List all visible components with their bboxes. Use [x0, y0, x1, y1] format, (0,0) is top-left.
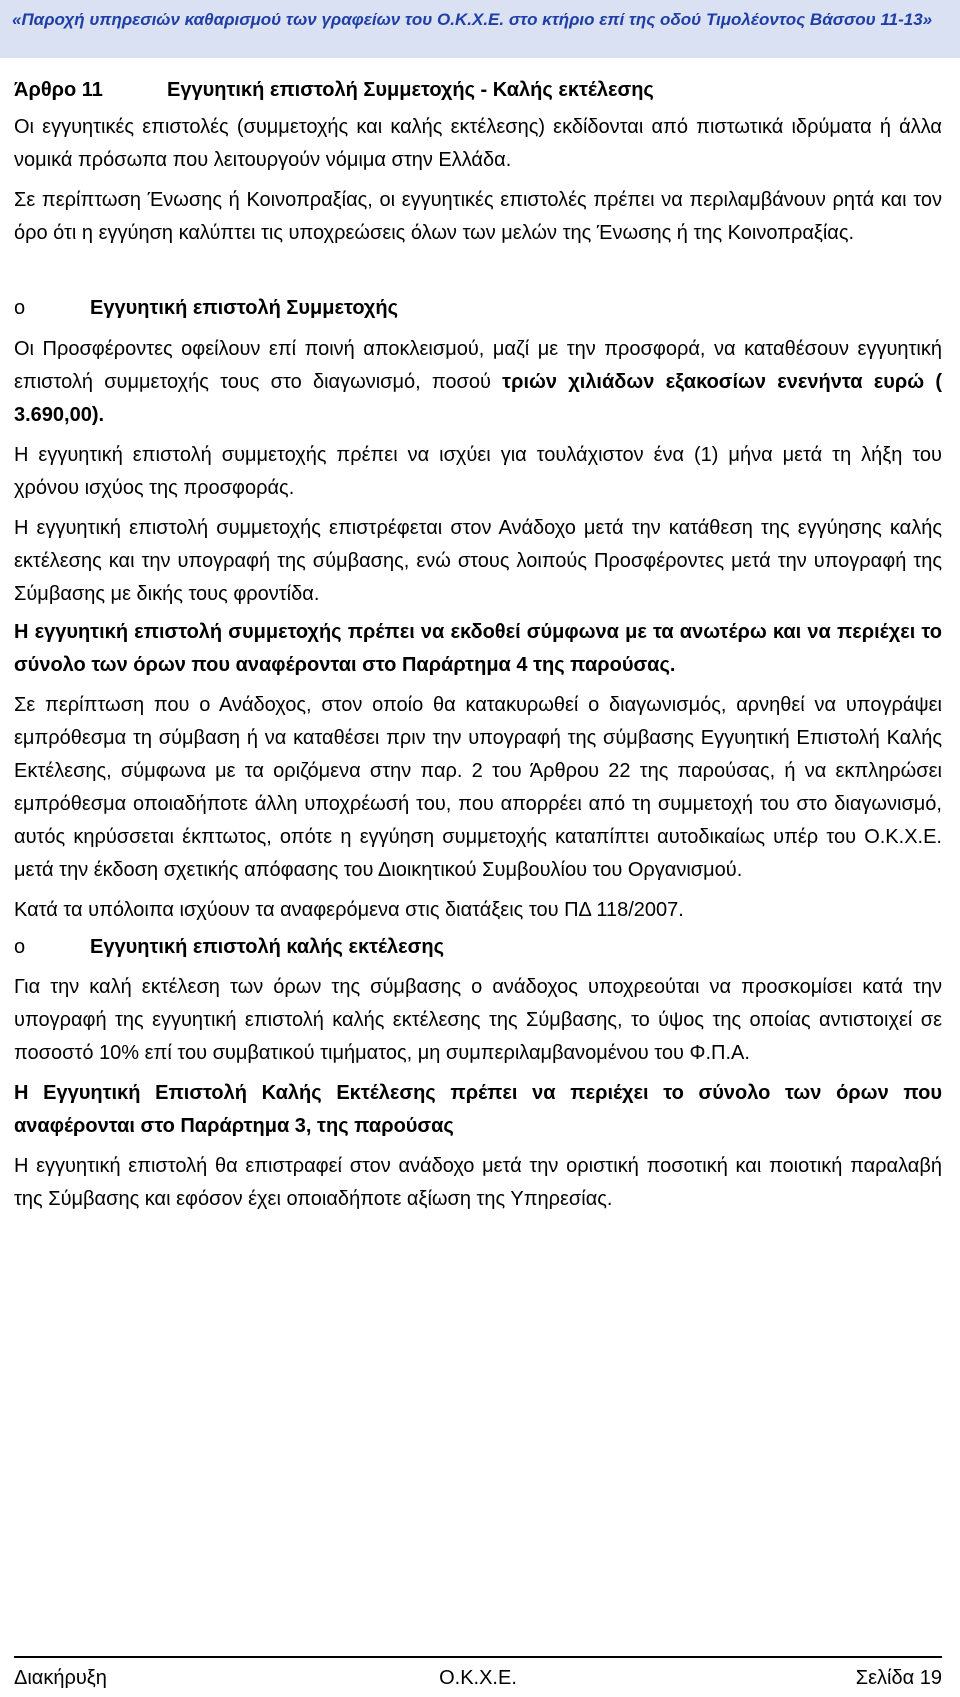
paragraph-participation-5: Σε περίπτωση που ο Ανάδοχος, στον οποίο θα κατακυρωθεί ο διαγωνισμός, αρνηθεί να υπογράψει εμπρόθεσμα τη σύμβαση ή να καταθέσει πριν την υπογραφή της σύμβασης Εγγυητική Επιστολή Καλής Εκτέλεσης, σύμφωνα με τα οριζόμενα στην παρ. 2 του Άρθρου 22 της παρούσας, ή να εκπληρώσει εμπρόθεσμα οποιαδήποτε άλλη υποχρέωσή του, που απορρέει από τη συμμετοχή του στο διαγωνισμό, αυτός κηρύσσεται έκπτωτος, οπότε η εγγύηση συμμετοχής καταπίπτει αυτοδικαίως υπέρ του Ο.Κ.Χ.Ε. μετά την έκδοση σχετικής απόφασης του Διοικητικού Συμβουλίου του Οργανισμού.	[14, 694, 942, 881]
article-heading	[14, 74, 942, 107]
paragraph-participation-1	[14, 333, 942, 432]
paragraph-intro-2: Σε περίπτωση Ένωσης ή Κοινοπραξίας, οι εγγυητικές επιστολές πρέπει να περιλαμβάνουν ρητά και τον όρο ότι η εγγύηση καλύπτει τις υποχρεώσεις όλων των μελών της Ένωσης ή της Κοινοπραξίας.	[14, 189, 942, 244]
section-heading-participation	[14, 292, 942, 325]
article-number: Άρθρο 11	[14, 79, 103, 101]
bullet-marker: o	[14, 297, 26, 319]
paragraph-intro-1: Οι εγγυητικές επιστολές (συμμετοχής και καλής εκτέλεσης) εκδίδονται από πιστωτικά ιδρύματα ή άλλα νομικά πρόσωπα που λειτουργούν νόμιμα στην Ελλάδα.	[14, 116, 942, 171]
paragraph-participation-4: Η εγγυητική επιστολή συμμετοχής πρέπει να εκδοθεί σύμφωνα με τα ανωτέρω και να περιέχει το σύνολο των όρων που αναφέρονται στο Παράρτημα 4 της παρούσας.	[14, 621, 942, 676]
page-footer	[14, 1656, 942, 1692]
paragraph-performance-3: Η εγγυητική επιστολή θα επιστραφεί στον ανάδοχο μετά την οριστική ποσοτική και ποιοτική παραλαβή της Σύμβασης και εφόσον έχει οποιαδήποτε αξίωση της Υπηρεσίας.	[14, 1155, 942, 1210]
paragraph-participation-3: Η εγγυητική επιστολή συμμετοχής επιστρέφεται στον Ανάδοχο μετά την κατάθεση της εγγύησης καλής εκτέλεσης και την υπογραφή της σύμβασης, ενώ στους λοιπούς Προσφέροντες μετά την υπογραφή της Σύμβασης με δικής τους φροντίδα.	[14, 517, 942, 605]
paragraph-performance-1: Για την καλή εκτέλεση των όρων της σύμβασης ο ανάδοχος υποχρεούται να προσκομίσει κατά την υπογραφή της εγγυητική επιστολή καλής εκτέλεσης της Σύμβασης, το ύψος της οποίας αντιστοιχεί σε ποσοστό 10% επί του συμβατικού τιμήματος, μη συμπεριλαμβανομένου του Φ.Π.Α.	[14, 976, 942, 1064]
page-number: Σελίδα 19	[855, 1667, 942, 1689]
paragraph-participation-2: Η εγγυητική επιστολή συμμετοχής πρέπει να ισχύει για τουλάχιστον ένα (1) μήνα μετά τη λήξη του χρόνου ισχύος της προσφοράς.	[14, 444, 942, 499]
amount-text: τριών χιλιάδων εξακοσίων ενενήντα ευρώ ( 3.690,00).	[14, 371, 942, 426]
section-heading-performance	[14, 931, 942, 964]
document-header	[0, 0, 960, 58]
article-title: Εγγυητική επιστολή Συμμετοχής - Καλής εκτέλεσης	[167, 79, 654, 101]
bullet-marker: o	[14, 936, 26, 958]
section-title: Εγγυητική επιστολή Συμμετοχής	[90, 297, 398, 319]
section-title: Εγγυητική επιστολή καλής εκτέλεσης	[90, 936, 444, 958]
header-title: «Παροχή υπηρεσιών καθαρισμού των γραφείων του Ο.Κ.Χ.Ε. στο κτήριο επί της οδού Τιμολέοντος Βάσσου 11-13»	[12, 10, 933, 29]
paragraph-performance-2: Η Εγγυητική Επιστολή Καλής Εκτέλεσης πρέπει να περιέχει το σύνολο των όρων που αναφέρονται στο Παράρτημα 3, της παρούσας	[14, 1082, 942, 1137]
document-body	[14, 68, 942, 1216]
paragraph-participation-6: Κατά τα υπόλοιπα ισχύουν τα αναφερόμενα στις διατάξεις του ΠΔ 118/2007.	[14, 899, 684, 921]
paragraph-text: Οι Προσφέροντες οφείλουν επί ποινή αποκλεισμού, μαζί με την προσφορά, να καταθέσουν εγγυητική επιστολή συμμετοχής τους στο διαγωνισμό, ποσού	[14, 338, 942, 393]
footer-left: Διακήρυξη	[14, 1667, 107, 1689]
footer-center: Ο.Κ.Χ.Ε.	[439, 1667, 517, 1689]
